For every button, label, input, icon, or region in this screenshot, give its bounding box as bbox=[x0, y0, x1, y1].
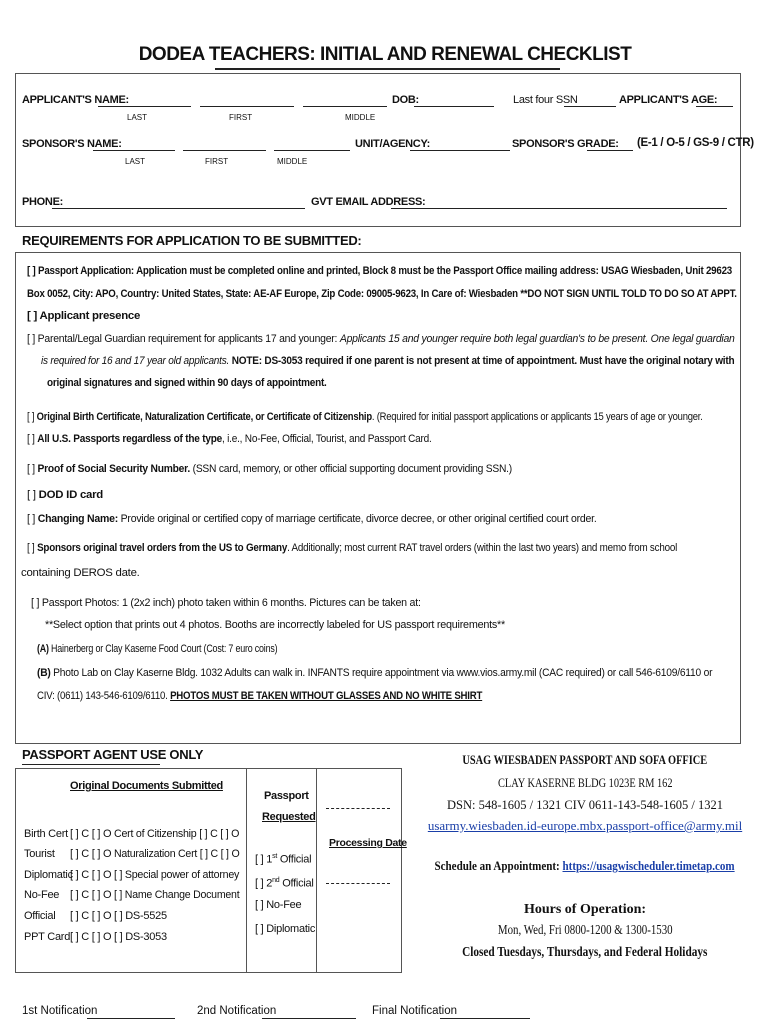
ssn-field[interactable] bbox=[564, 106, 616, 107]
office-phone: DSN: 548-1605 / 1321 CIV 0611-143-548-1605 / 1321 bbox=[446, 798, 724, 812]
sponsor-last-caption: LAST bbox=[125, 157, 146, 166]
office-name: USAG WIESBADEN PASSPORT AND SOFA OFFICE bbox=[462, 753, 708, 767]
dob-label: DOB: bbox=[392, 94, 419, 106]
document-row-checkboxes[interactable]: [ ] C [ ] O bbox=[70, 828, 112, 840]
requirements-heading: REQUIREMENTS FOR APPLICATION TO BE SUBMITTED: bbox=[22, 233, 362, 248]
photo-option-note: **Select option that prints out 4 photos. Booths are incorrectly labeled for US passport requirements** bbox=[45, 619, 505, 631]
guardian-line-3: original signatures and signed within 90 days of appointment. bbox=[47, 377, 327, 389]
applicant-last-caption: LAST bbox=[127, 113, 148, 122]
photo-location-b: (B) Photo Lab on Clay Kaserne Bldg. 1032 Adults can walk in. INFANTS require appointment via www.vios.army.mil (CAC required) or call 546-6109/6110 or bbox=[37, 667, 713, 679]
schedule-link[interactable]: https://usagwischeduler.timetap.com bbox=[562, 858, 736, 873]
age-field[interactable] bbox=[696, 106, 733, 107]
document-row-secondary[interactable]: Naturalization Cert [ ] C [ ] O bbox=[114, 848, 240, 860]
applicant-first-field[interactable] bbox=[200, 106, 294, 107]
unit-agency-field[interactable] bbox=[410, 150, 510, 151]
ssn-label: Last four SSN bbox=[513, 94, 578, 106]
sponsor-grade-label: SPONSOR'S GRADE: bbox=[512, 138, 619, 150]
agent-heading-underline bbox=[22, 764, 160, 765]
processing-date-line-2[interactable] bbox=[326, 883, 390, 884]
sponsor-first-field[interactable] bbox=[183, 150, 266, 151]
sponsor-first-caption: FIRST bbox=[205, 157, 229, 166]
office-email-link[interactable]: usarmy.wiesbaden.id-europe.mbx.passport-office@army.mil bbox=[427, 818, 743, 833]
document-row-label: Diplomatic bbox=[24, 869, 73, 881]
document-row-checkboxes[interactable]: [ ] C [ ] O bbox=[70, 931, 112, 943]
dob-field[interactable] bbox=[414, 106, 494, 107]
travel-orders-line-2: containing DEROS date. bbox=[21, 567, 140, 579]
document-row-secondary[interactable]: [ ] Special power of attorney bbox=[114, 869, 240, 881]
document-row-label: Birth Cert bbox=[24, 828, 68, 840]
document-row-label: Tourist bbox=[24, 848, 55, 860]
hours-heading: Hours of Operation: bbox=[523, 902, 647, 917]
agent-divider-2 bbox=[316, 768, 317, 973]
passport-photos-item: [ ] Passport Photos: 1 (2x2 inch) photo taken within 6 months. Pictures can be taken at: bbox=[31, 597, 421, 609]
sponsor-middle-caption: MIDDLE bbox=[277, 157, 308, 166]
phone-label: PHONE: bbox=[22, 196, 63, 208]
applicant-name-label: APPLICANT'S NAME: bbox=[22, 94, 129, 106]
notification-final-field[interactable] bbox=[440, 1018, 530, 1019]
sponsor-grade-field[interactable] bbox=[587, 150, 633, 151]
ssn-proof-item: [ ] Proof of Social Security Number. (SSN card, memory, or other official supporting document providing SSN.) bbox=[27, 463, 513, 475]
birth-cert-item: [ ] Original Birth Certificate, Naturalization Certificate, or Certificate of Citizenship. (Required for initial passport applications or applicants 15 years of age or younger. bbox=[27, 411, 703, 423]
applicant-first-caption: FIRST bbox=[229, 113, 253, 122]
phone-field[interactable] bbox=[52, 208, 305, 209]
notification-1-label: 1st Notification bbox=[22, 1005, 98, 1017]
document-row-secondary[interactable]: [ ] DS-5525 bbox=[114, 910, 167, 922]
passport-application-line-2: Box 0052, City: APO, Country: United States, State: AE-AF Europe, Zip Code: 09005-9623, In Care of: Wiesbaden **DO NOT SIGN UNTIL TOLD TO DO SO AT APPT. bbox=[27, 288, 737, 300]
agent-divider-1 bbox=[246, 768, 247, 973]
document-row-label: No-Fee bbox=[24, 889, 60, 901]
office-address: CLAY KASERNE BLDG 1023E RM 162 bbox=[497, 776, 673, 790]
document-row-checkboxes[interactable]: [ ] C [ ] O bbox=[70, 910, 112, 922]
schedule-appointment: Schedule an Appointment: https://usagwischeduler.timetap.com bbox=[434, 858, 736, 873]
grade-options: (E-1 / O-5 / GS-9 / CTR) bbox=[637, 137, 754, 149]
req-option-diplomatic: [ ] Diplomatic bbox=[255, 923, 316, 935]
photo-location-a: (A) Hainerberg or Clay Kaserne Food Court (Cost: 7 euro coins) bbox=[37, 643, 278, 655]
sponsor-last-field[interactable] bbox=[93, 150, 175, 151]
email-field[interactable] bbox=[391, 208, 727, 209]
closed-text: Closed Tuesdays, Thursdays, and Federal Holidays bbox=[462, 944, 708, 959]
sponsor-name-label: SPONSOR'S NAME: bbox=[22, 138, 122, 150]
passport-requested-label-1: Passport bbox=[264, 790, 309, 802]
dod-id-item: [ ] DOD ID card bbox=[27, 489, 104, 501]
photo-contact-line: CIV: (0611) 143-546-6109/6110. PHOTOS MUST BE TAKEN WITHOUT GLASSES AND NO WHITE SHIRT bbox=[37, 690, 483, 702]
req-option-1st-official: [ ] 1st Official bbox=[255, 853, 312, 866]
passport-application-line-1: [ ] Passport Application: Application must be completed online and printed, Block 8 must be the Passport Office mailing address: USAG Wiesbaden, Unit 29623 bbox=[27, 265, 733, 277]
guardian-line-2: is required for 16 and 17 year old applicants. NOTE: DS-3053 required if one parent is not present at time of appointment. Must have the original notary with bbox=[41, 355, 735, 367]
title-underline bbox=[215, 68, 560, 70]
age-label: APPLICANT'S AGE: bbox=[619, 94, 718, 106]
applicant-middle-caption: MIDDLE bbox=[345, 113, 376, 122]
document-row-checkboxes[interactable]: [ ] C [ ] O bbox=[70, 848, 112, 860]
processing-date-line-1[interactable] bbox=[326, 808, 390, 809]
changing-name-item: [ ] Changing Name: Provide original or certified copy of marriage certificate, divorce decree, or other original certified court order. bbox=[27, 513, 597, 525]
page-title: DODEA TEACHERS: INITIAL AND RENEWAL CHECKLIST bbox=[138, 44, 632, 65]
us-passports-item: [ ] All U.S. Passports regardless of the type, i.e., No-Fee, Official, Tourist, and Passport Card. bbox=[27, 433, 432, 445]
notification-final-label: Final Notification bbox=[372, 1005, 458, 1017]
document-row-checkboxes[interactable]: [ ] C [ ] O bbox=[70, 889, 112, 901]
passport-requested-label-2: Requested bbox=[262, 811, 316, 823]
notification-1-field[interactable] bbox=[87, 1018, 175, 1019]
document-row-secondary[interactable]: [ ] Name Change Document bbox=[114, 889, 240, 901]
unit-agency-label: UNIT/AGENCY: bbox=[355, 138, 431, 150]
agent-heading: PASSPORT AGENT USE ONLY bbox=[22, 747, 204, 762]
document-row-secondary[interactable]: [ ] DS-3053 bbox=[114, 931, 167, 943]
travel-orders-item: [ ] Sponsors original travel orders from the US to Germany. Additionally; most current RAT travel orders (within the last two years) and memo from school bbox=[27, 542, 678, 554]
notification-2-field[interactable] bbox=[262, 1018, 356, 1019]
document-row-label: Official bbox=[24, 910, 56, 922]
req-option-no-fee: [ ] No-Fee bbox=[255, 899, 302, 911]
docs-submitted-heading: Original Documents Submitted bbox=[70, 780, 223, 792]
notification-2-label: 2nd Notification bbox=[197, 1005, 277, 1017]
document-row-label: PPT Card bbox=[24, 931, 71, 943]
applicant-last-field[interactable] bbox=[98, 106, 191, 107]
document-row-checkboxes[interactable]: [ ] C [ ] O bbox=[70, 869, 112, 881]
hours-text: Mon, Wed, Fri 0800-1200 & 1300-1530 bbox=[497, 923, 673, 938]
applicant-middle-field[interactable] bbox=[303, 106, 387, 107]
guardian-line-1: [ ] Parental/Legal Guardian requirement for applicants 17 and younger: Applicants 15 and younger require both legal guardian's to be present. One legal guardian bbox=[27, 333, 735, 345]
sponsor-middle-field[interactable] bbox=[274, 150, 350, 151]
applicant-presence-item: [ ] Applicant presence bbox=[27, 310, 141, 322]
req-option-2nd-official: [ ] 2nd Official bbox=[255, 877, 314, 890]
email-label: GVT EMAIL ADDRESS: bbox=[311, 196, 426, 208]
processing-date-label: Processing Date bbox=[329, 837, 407, 849]
document-row-secondary[interactable]: Cert of Citizenship [ ] C [ ] O bbox=[114, 828, 240, 840]
